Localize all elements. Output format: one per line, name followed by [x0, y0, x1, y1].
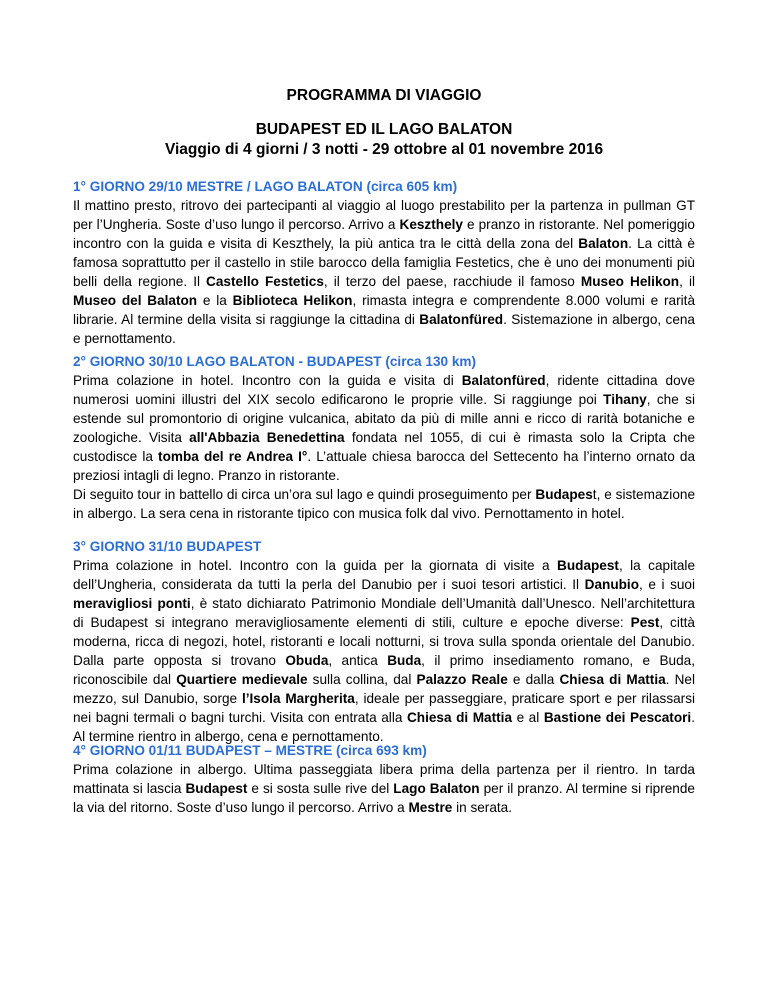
- text-run: . L’attuale chiesa barocca del Settecento ha l’interno ornato da preziosi intagli di legno. Pranzo in ristorante.: [73, 449, 696, 483]
- text-run: . Nel mezzo, sul Danubio, sorge: [73, 672, 695, 706]
- day-2-paragraph: [73, 485, 695, 523]
- day-2-paragraph: [73, 371, 695, 485]
- day-2-heading: 2° GIORNO 30/10 LAGO BALATON - BUDAPEST (circa 130 km): [73, 354, 477, 369]
- text-run: e si sosta sulle rive del: [247, 781, 394, 796]
- day-2-body: [73, 371, 695, 523]
- text-run: e al: [512, 710, 544, 725]
- text-run: , rimasta integra e comprendente 8.000 volumi e rarità librarie. Al termine della visita si raggiunge la cittadina di: [73, 293, 696, 327]
- bold-text: Keszthely: [399, 217, 463, 232]
- text-run: , antica: [328, 653, 388, 668]
- day-4-heading: 4° GIORNO 01/11 BUDAPEST – MESTRE (circa 693 km): [73, 743, 427, 758]
- bold-text: Buda: [387, 653, 422, 668]
- text-run: Prima colazione in albergo. Ultima passeggiata libera prima della partenza per il rientro. In tarda mattinata si lascia: [73, 762, 695, 796]
- bold-text: Budapes: [535, 487, 593, 502]
- day-4-section: [73, 741, 695, 817]
- bold-text: Lago Balaton: [393, 781, 480, 796]
- bold-text: Quartiere medievale: [176, 672, 308, 687]
- day-2-section: [73, 352, 695, 523]
- bold-text: Balaton: [578, 236, 629, 251]
- day-3-body: [73, 556, 695, 746]
- text-run: , la capitale dell’Ungheria, considerata da tutti la perla del Danubio per i suoi tesori artistici. Il: [73, 558, 696, 592]
- day-3-heading: 3° GIORNO 31/10 BUDAPEST: [73, 539, 262, 554]
- text-run: , ideale per passeggiare, praticare sport e per rilassarsi nei bagni termali o bagni turchi. Visita con entrata alla: [73, 691, 696, 725]
- bold-text: Museo del Balaton: [73, 293, 198, 308]
- text-run: , ridente cittadina dove numerosi uomini illustri del XIX secolo edificarono le proprie ville. Si raggiunge poi: [73, 373, 695, 407]
- text-run: t, e sistemazione in albergo. La sera cena in ristorante tipico con musica folk dal vivo. Pernottamento in hotel.: [73, 487, 695, 521]
- text-run: , è stato dichiarato Patrimonio Mondiale dell’Umanità dall’Unesco. Nell’architettura di Budapest si integrano meravigliosamente elementi di stili, culture e epoche diverse:: [73, 596, 695, 630]
- bold-text: Balatonfüred: [461, 373, 546, 388]
- day-1-section: [73, 177, 695, 348]
- bold-text: Chiesa di Mattia: [559, 672, 666, 687]
- text-run: , città moderna, ricca di negozi, hotel, ristoranti e locali notturni, si trova sulla sponda orientale del Danubio. Dalla parte opposta si trovano: [73, 615, 695, 668]
- bold-text: Castello Festetics: [206, 274, 324, 289]
- bold-text: all'Abbazia Benedettina: [189, 430, 345, 445]
- bold-text: Obuda: [285, 653, 329, 668]
- text-run: , e i suoi: [639, 577, 696, 592]
- trip-title: BUDAPEST ED IL LAGO BALATON: [255, 121, 513, 138]
- text-run: Prima colazione in hotel. Incontro con la guida per la giornata di visite a: [73, 558, 558, 573]
- text-run: , che si estende sul promontorio di origine vulcanica, abitato da più di mille anni e ricco di rarità botaniche e zoologiche. Visita: [73, 392, 695, 445]
- text-run: e la: [197, 293, 233, 308]
- day-1-body: [73, 196, 695, 348]
- bold-text: meravigliosi ponti: [73, 596, 191, 611]
- bold-text: Tihany: [603, 392, 647, 407]
- text-run: Il mattino presto, ritrovo dei partecipanti al viaggio al luogo prestabilito per la partenza in pullman GT per l’Ungheria. Soste d’uso lungo il percorso. Arrivo a: [73, 198, 695, 232]
- text-run: Di seguito tour in battello di circa un’ora sul lago e quindi proseguimento per: [73, 487, 536, 502]
- bold-text: Mestre: [408, 800, 453, 815]
- bold-text: Pest: [630, 615, 660, 630]
- text-run: Prima colazione in hotel. Incontro con la guida e visita di: [73, 373, 462, 388]
- day-4-paragraph: [73, 760, 695, 817]
- text-run: . Sistemazione in albergo, cena e pernottamento.: [73, 312, 695, 346]
- text-run: in serata.: [452, 800, 513, 815]
- text-run: sulla collina, dal: [307, 672, 417, 687]
- bold-text: Chiesa di Mattia: [406, 710, 513, 725]
- bold-text: tomba del re Andrea I°: [158, 449, 308, 464]
- bold-text: l’Isola Margherita: [241, 691, 355, 706]
- bold-text: Palazzo Reale: [416, 672, 508, 687]
- bold-text: Budapest: [185, 781, 248, 796]
- program-title: PROGRAMMA DI VIAGGIO: [286, 87, 482, 104]
- day-3-section: [73, 537, 695, 746]
- text-run: , il primo insediamento romano, e Buda, riconoscibile dal: [73, 653, 696, 687]
- bold-text: Budapest: [557, 558, 619, 573]
- bold-text: Biblioteca Helikon: [232, 293, 353, 308]
- day-1-paragraph: [73, 196, 695, 348]
- text-run: . La città è famosa soprattutto per il castello in stile barocco della famiglia Festetics, che è uno dei monumenti più belli della regione. Il: [73, 236, 695, 289]
- text-run: e dalla: [507, 672, 560, 687]
- text-run: per il pranzo. Al termine si riprende la via del ritorno. Soste d’uso lungo il percorso. Arrivo a: [73, 781, 695, 815]
- day-1-heading: 1° GIORNO 29/10 MESTRE / LAGO BALATON (circa 605 km): [73, 179, 458, 194]
- bold-text: Balatonfüred: [419, 312, 504, 327]
- text-run: e pranzo in ristorante. Nel pomeriggio incontro con la guida e visita di Keszthely, la più antica tra le città della zona del: [73, 217, 695, 251]
- bold-text: Danubio: [584, 577, 640, 592]
- trip-subtitle: Viaggio di 4 giorni / 3 notti - 29 ottobre al 01 novembre 2016: [164, 141, 604, 158]
- text-run: . Al termine rientro in albergo, cena e pernottamento.: [73, 710, 695, 744]
- bold-text: Museo Helikon: [580, 274, 680, 289]
- bold-text: Bastione dei Pescatori: [543, 710, 692, 725]
- text-run: fondata nel 1055, di cui è rimasta solo la Cripta che custodisce la: [73, 430, 696, 464]
- text-run: , il terzo del paese, racchiude il famoso: [323, 274, 581, 289]
- text-run: , il: [679, 274, 695, 289]
- day-4-body: [73, 760, 695, 817]
- day-3-paragraph: [73, 556, 695, 746]
